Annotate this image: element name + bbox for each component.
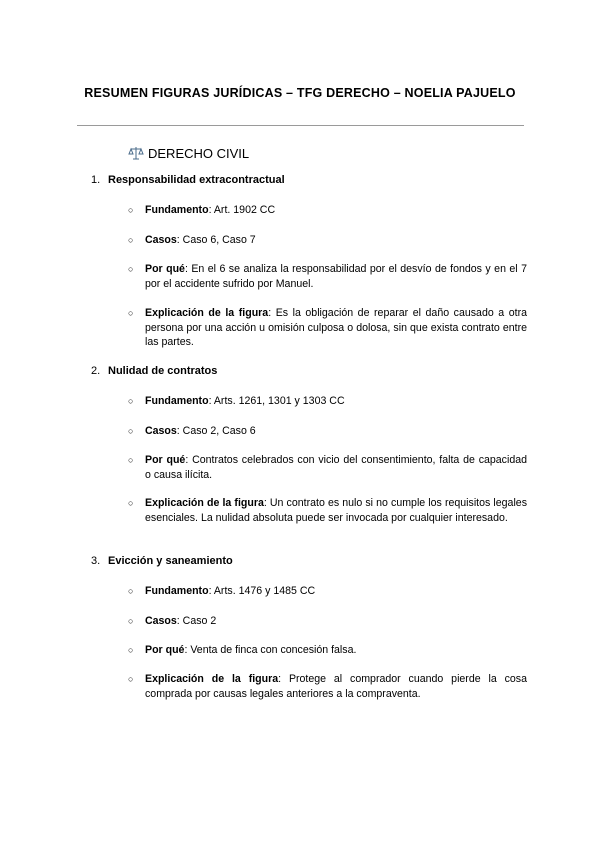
bullet-label: Casos bbox=[145, 615, 177, 627]
bullet-text: : Caso 2, Caso 6 bbox=[176, 425, 256, 437]
scales-icon bbox=[128, 145, 144, 161]
bullet-icon: ○ bbox=[128, 205, 134, 215]
list-item-heading bbox=[91, 174, 285, 186]
bullet-text: : Venta de finca con concesión falsa. bbox=[184, 644, 357, 656]
bullet-label: Explicación de la figura bbox=[145, 307, 269, 319]
list-item-title: Responsabilidad extracontractual bbox=[108, 174, 285, 186]
list-item-heading bbox=[91, 555, 233, 567]
bullet-icon: ○ bbox=[128, 616, 134, 626]
section-heading bbox=[128, 145, 249, 161]
bullet-text: : Contratos celebrados con vicio del consentimiento, falta de capacidad o causa ilícita. bbox=[145, 454, 528, 481]
bullet-icon: ○ bbox=[128, 586, 134, 596]
bullet-label: Por qué bbox=[145, 263, 185, 275]
bullet-label: Fundamento bbox=[145, 204, 209, 216]
bullet-icon: ○ bbox=[128, 498, 134, 508]
bullet-label: Por qué bbox=[145, 644, 185, 656]
bullet-icon: ○ bbox=[128, 645, 134, 655]
list-item-number: 1. bbox=[91, 174, 101, 186]
bullet-text: : Protege al comprador cuando pierde la cosa comprada por causas legales anteriores a la compraventa. bbox=[145, 673, 527, 700]
bullet-label: Casos bbox=[145, 234, 177, 246]
bullet-icon: ○ bbox=[128, 235, 134, 245]
bullet-label: Fundamento bbox=[145, 395, 209, 407]
bullet-text: : En el 6 se analiza la responsabilidad por el desvío de fondos y en el 7 por el accidente sufrido por Manuel. bbox=[145, 263, 528, 290]
list-item-title: Nulidad de contratos bbox=[108, 365, 218, 377]
document-title: RESUMEN FIGURAS JURÍDICAS – TFG DERECHO – NOELIA PAJUELO bbox=[84, 86, 516, 100]
horizontal-rule bbox=[77, 125, 524, 126]
bullet-icon: ○ bbox=[128, 396, 134, 406]
bullet-label: Por qué bbox=[145, 454, 186, 466]
bullet-text: : Arts. 1261, 1301 y 1303 CC bbox=[208, 395, 345, 407]
bullet-label: Casos bbox=[145, 425, 177, 437]
bullet-icon: ○ bbox=[128, 455, 134, 465]
bullet-label: Explicación de la figura bbox=[145, 497, 264, 509]
bullet-text: : Es la obligación de reparar el daño causado a otra persona por una acción u omisión culposa o dolosa, sin que exista contrato entre las partes. bbox=[145, 307, 527, 348]
bullet-text: : Un contrato es nulo si no cumple los requisitos legales esenciales. La nulidad absoluta puede ser invocada por cualquier interesado. bbox=[145, 497, 527, 524]
bullet-icon: ○ bbox=[128, 308, 134, 318]
bullet-icon: ○ bbox=[128, 264, 134, 274]
list-item-number: 2. bbox=[91, 365, 101, 377]
bullet-text: : Caso 6, Caso 7 bbox=[176, 234, 256, 246]
list-item-number: 3. bbox=[91, 555, 101, 567]
bullet-text: : Art. 1902 CC bbox=[208, 204, 276, 216]
bullet-text: : Caso 2 bbox=[176, 615, 217, 627]
bullet-text: : Arts. 1476 y 1485 CC bbox=[208, 585, 316, 597]
bullet-label: Fundamento bbox=[145, 585, 209, 597]
list-item-heading bbox=[91, 365, 217, 377]
section-label: DERECHO CIVIL bbox=[148, 145, 250, 161]
bullet-icon: ○ bbox=[128, 426, 134, 436]
bullet-label: Explicación de la figura bbox=[145, 673, 279, 685]
bullet-icon: ○ bbox=[128, 674, 134, 684]
list-item-title: Evicción y saneamiento bbox=[108, 555, 233, 567]
